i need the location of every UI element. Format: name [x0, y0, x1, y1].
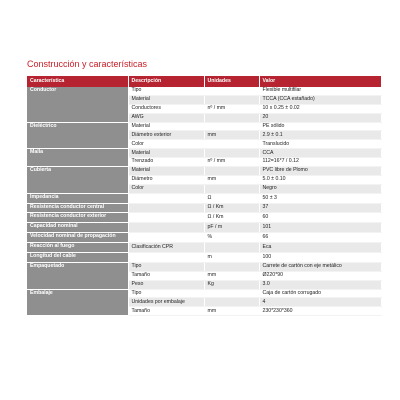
value-cell: Eca: [259, 243, 381, 253]
units-cell: mm: [204, 131, 259, 140]
value-cell: Caja de cartón corrugado: [259, 289, 381, 298]
description-cell: Diámetro exterior: [128, 131, 204, 140]
units-cell: [204, 167, 259, 176]
value-cell: Flexible multifilar: [259, 87, 381, 95]
characteristic-cell: Embalaje: [27, 289, 128, 316]
table-row: [27, 223, 381, 233]
units-cell: Ω: [204, 193, 259, 203]
description-cell: Material: [128, 122, 204, 131]
units-cell: Ω / Km: [204, 203, 259, 213]
units-cell: [204, 243, 259, 253]
units-cell: [204, 289, 259, 298]
table-row: [27, 122, 381, 131]
units-cell: %: [204, 233, 259, 243]
value-cell: TCCA (CCA estañado): [259, 95, 381, 104]
description-cell: Tamaño: [128, 307, 204, 316]
value-cell: 2.9 ± 0.1: [259, 131, 381, 140]
description-cell: Material: [128, 167, 204, 176]
value-cell: 37: [259, 203, 381, 213]
description-cell: [128, 213, 204, 223]
table-row: [27, 167, 381, 176]
value-cell: 50 ± 3: [259, 193, 381, 203]
value-cell: 10 x 0.25 ± 0.02: [259, 104, 381, 113]
units-cell: [204, 262, 259, 271]
value-cell: 60: [259, 213, 381, 223]
value-cell: 4: [259, 298, 381, 307]
table-row: [27, 87, 381, 95]
description-cell: AWG: [128, 113, 204, 122]
description-cell: [128, 253, 204, 263]
description-cell: Tipo: [128, 87, 204, 95]
header-descripcion: Descripción: [128, 76, 204, 87]
table-row: [27, 289, 381, 298]
value-cell: 230*230*360: [259, 307, 381, 316]
description-cell: [128, 223, 204, 233]
characteristic-cell: Reacción al fuego: [27, 243, 128, 253]
description-cell: Color: [128, 184, 204, 193]
description-cell: Tipo: [128, 262, 204, 271]
description-cell: [128, 193, 204, 203]
header-caracteristica: Característica: [27, 76, 128, 87]
units-cell: [204, 113, 259, 122]
value-cell: 101: [259, 223, 381, 233]
description-cell: Clasificación CPR: [128, 243, 204, 253]
units-cell: [204, 140, 259, 149]
table-row: [27, 243, 381, 253]
value-cell: Negro: [259, 184, 381, 193]
units-cell: [204, 95, 259, 104]
table-row: [27, 213, 381, 223]
description-cell: Tipo: [128, 289, 204, 298]
value-cell: 3.0: [259, 280, 381, 289]
characteristic-cell: Resistencia conductor central: [27, 203, 128, 213]
description-cell: Unidades por embalaje: [128, 298, 204, 307]
description-cell: [128, 203, 204, 213]
units-cell: [204, 149, 259, 158]
table-row: [27, 149, 381, 158]
header-valor: Valor: [259, 76, 381, 87]
description-cell: Peso: [128, 280, 204, 289]
characteristic-cell: Impedancia: [27, 193, 128, 203]
units-cell: nº / mm: [204, 104, 259, 113]
characteristic-cell: Velocidad nominal de propagación: [27, 233, 128, 243]
description-cell: Material: [128, 149, 204, 158]
description-cell: Trenzado: [128, 158, 204, 167]
value-cell: Carrete de cartón con eje metálico: [259, 262, 381, 271]
characteristic-cell: Capacidad nominal: [27, 223, 128, 233]
description-cell: Tamaño: [128, 271, 204, 280]
characteristic-cell: Cubierta: [27, 167, 128, 194]
description-cell: Material: [128, 95, 204, 104]
description-cell: [128, 233, 204, 243]
table-row: [27, 193, 381, 203]
table-row: [27, 203, 381, 213]
value-cell: 5.0 ± 0.10: [259, 175, 381, 184]
units-cell: m: [204, 253, 259, 263]
units-cell: pF / m: [204, 223, 259, 233]
value-cell: 100: [259, 253, 381, 263]
table-row: [27, 262, 381, 271]
characteristic-cell: Empaquetado: [27, 262, 128, 289]
units-cell: nº / mm: [204, 158, 259, 167]
units-cell: [204, 87, 259, 95]
value-cell: Translucido: [259, 140, 381, 149]
characteristic-cell: Resistencia conductor exterior: [27, 213, 128, 223]
characteristic-cell: Malla: [27, 149, 128, 167]
value-cell: PE sólido: [259, 122, 381, 131]
units-cell: Kg: [204, 280, 259, 289]
value-cell: Ø220*90: [259, 271, 381, 280]
specifications-table: [27, 76, 382, 316]
description-cell: Conductores: [128, 104, 204, 113]
units-cell: mm: [204, 307, 259, 316]
characteristic-cell: Dieléctrico: [27, 122, 128, 149]
characteristic-cell: Longitud del cable: [27, 253, 128, 263]
characteristic-cell: Conductor: [27, 87, 128, 122]
value-cell: 66: [259, 233, 381, 243]
units-cell: [204, 298, 259, 307]
units-cell: mm: [204, 271, 259, 280]
section-title: Construcción y características: [27, 59, 148, 69]
value-cell: 20: [259, 113, 381, 122]
units-cell: [204, 122, 259, 131]
header-unidades: Unidades: [204, 76, 259, 87]
description-cell: Diámetro: [128, 175, 204, 184]
value-cell: 112=16*7 / 0.12: [259, 158, 381, 167]
table-row: [27, 253, 381, 263]
table-row: [27, 233, 381, 243]
table-header-row: [27, 76, 381, 87]
units-cell: [204, 184, 259, 193]
value-cell: CCA: [259, 149, 381, 158]
units-cell: mm: [204, 175, 259, 184]
value-cell: PVC libre de Plomo: [259, 167, 381, 176]
units-cell: Ω / Km: [204, 213, 259, 223]
description-cell: Color: [128, 140, 204, 149]
